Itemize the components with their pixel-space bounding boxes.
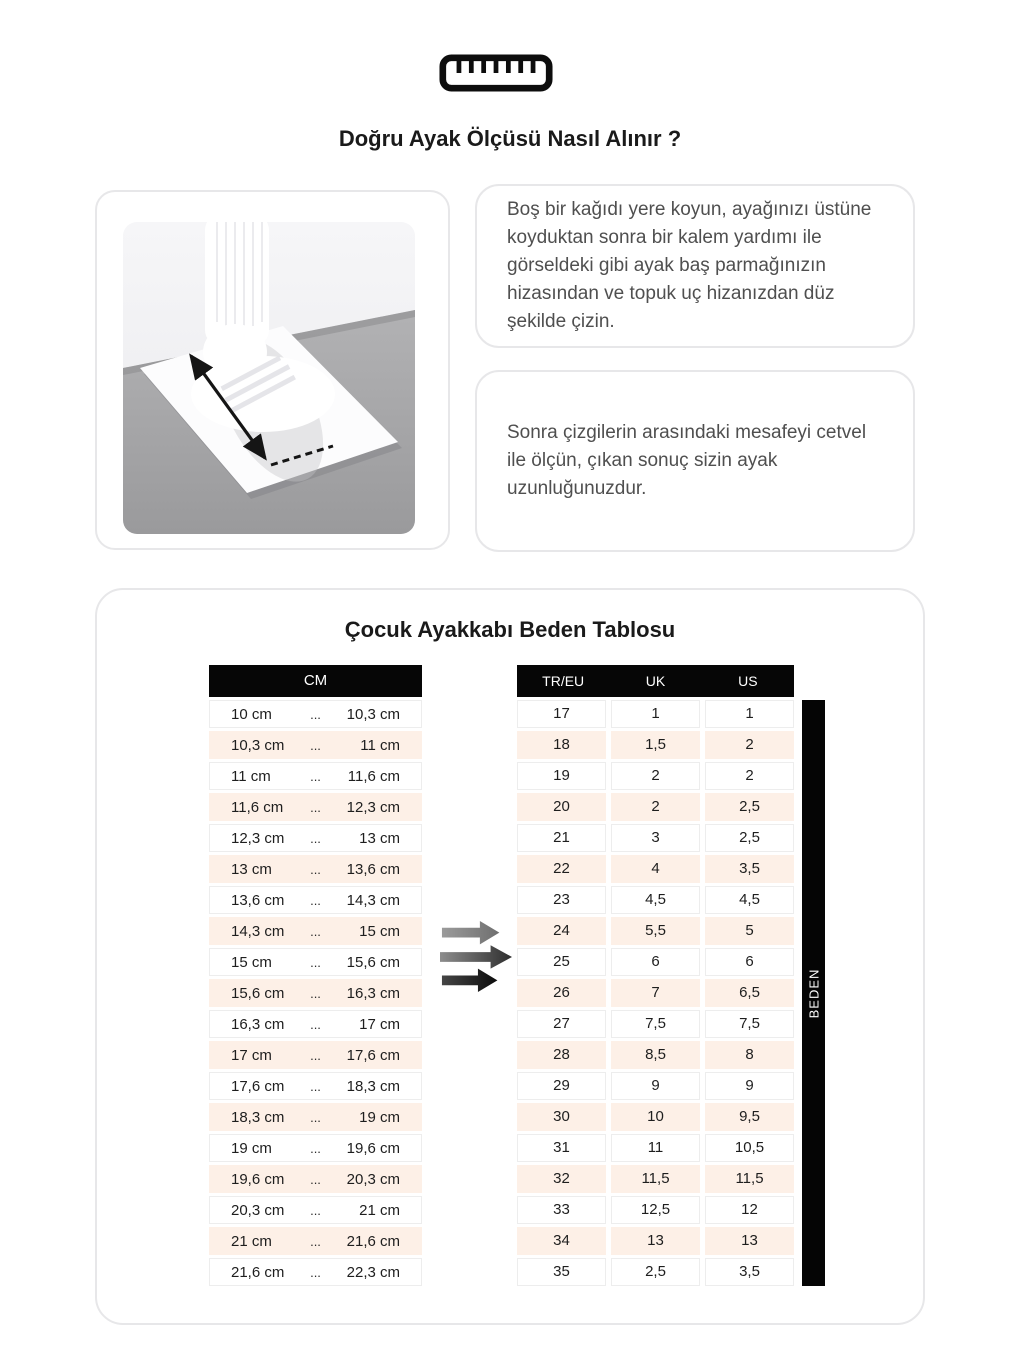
cm-max-value: 18,3 cm xyxy=(346,1077,400,1095)
size-table-row xyxy=(517,1041,794,1069)
size-table-header-row xyxy=(517,665,794,697)
cm-table-row xyxy=(209,1010,422,1038)
size-table-row xyxy=(517,948,794,976)
tr-eu-size-cell: 28 xyxy=(517,1041,606,1069)
uk-size-cell: 2 xyxy=(611,793,700,821)
cm-max-value: 21,6 cm xyxy=(346,1232,400,1250)
us-size-cell: 5 xyxy=(705,917,794,945)
tr-eu-size-cell: 27 xyxy=(517,1010,606,1038)
tr-eu-size-cell: 24 xyxy=(517,917,606,945)
size-table-row xyxy=(517,762,794,790)
us-size-cell: 10,5 xyxy=(705,1134,794,1162)
cm-min-value: 17 cm xyxy=(231,1046,272,1064)
range-separator: ... xyxy=(310,892,321,908)
cm-max-value: 11 cm xyxy=(360,736,400,754)
cm-table-header: CM xyxy=(209,665,422,697)
size-table-header-tr-eu: TR/EU xyxy=(542,673,585,689)
cm-table-row xyxy=(209,917,422,945)
cm-table-row xyxy=(209,855,422,883)
us-size-cell: 9 xyxy=(705,1072,794,1100)
foot-measurement-photo xyxy=(123,222,415,534)
uk-size-cell: 4,5 xyxy=(611,886,700,914)
cm-table-row xyxy=(209,731,422,759)
cm-table-row xyxy=(209,762,422,790)
uk-size-cell: 6 xyxy=(611,948,700,976)
cm-max-value: 12,3 cm xyxy=(346,798,400,816)
range-separator: ... xyxy=(310,830,321,846)
range-separator: ... xyxy=(310,1078,321,1094)
size-table xyxy=(517,665,794,1289)
us-size-cell: 2,5 xyxy=(705,824,794,852)
uk-size-cell: 13 xyxy=(611,1227,700,1255)
tr-eu-size-cell: 35 xyxy=(517,1258,606,1286)
range-separator: ... xyxy=(310,923,321,939)
cm-max-value: 17,6 cm xyxy=(346,1046,400,1064)
size-table-row xyxy=(517,731,794,759)
range-separator: ... xyxy=(310,985,321,1001)
us-size-cell: 7,5 xyxy=(705,1010,794,1038)
tr-eu-size-cell: 23 xyxy=(517,886,606,914)
tr-eu-size-cell: 32 xyxy=(517,1165,606,1193)
cm-min-value: 16,3 cm xyxy=(231,1015,285,1033)
cm-min-value: 13,6 cm xyxy=(231,891,285,909)
cm-max-value: 17 cm xyxy=(359,1015,400,1033)
cm-max-value: 11,6 cm xyxy=(347,767,400,785)
range-separator: ... xyxy=(310,1171,321,1187)
cm-min-value: 21,6 cm xyxy=(231,1263,285,1281)
cm-table-row xyxy=(209,1072,422,1100)
cm-max-value: 21 cm xyxy=(359,1201,400,1219)
cm-table-body xyxy=(209,700,422,1286)
size-table-row xyxy=(517,824,794,852)
size-table-row xyxy=(517,979,794,1007)
range-separator: ... xyxy=(310,954,321,970)
us-size-cell: 9,5 xyxy=(705,1103,794,1131)
uk-size-cell: 9 xyxy=(611,1072,700,1100)
size-table-row xyxy=(517,793,794,821)
uk-size-cell: 11,5 xyxy=(611,1165,700,1193)
us-size-cell: 2 xyxy=(705,762,794,790)
uk-size-cell: 5,5 xyxy=(611,917,700,945)
cm-max-value: 15,6 cm xyxy=(346,953,400,971)
range-separator: ... xyxy=(310,768,321,784)
cm-min-value: 11,6 cm xyxy=(231,798,284,816)
cm-max-value: 15 cm xyxy=(359,922,400,940)
ruler-icon xyxy=(437,54,555,92)
cm-min-value: 14,3 cm xyxy=(231,922,285,940)
step-one-card xyxy=(475,184,915,348)
cm-table xyxy=(209,665,422,1289)
uk-size-cell: 12,5 xyxy=(611,1196,700,1224)
cm-min-value: 12,3 cm xyxy=(231,829,285,847)
uk-size-cell: 11 xyxy=(611,1134,700,1162)
cm-table-row xyxy=(209,948,422,976)
tr-eu-size-cell: 18 xyxy=(517,731,606,759)
cm-max-value: 13,6 cm xyxy=(346,860,400,878)
tr-eu-size-cell: 30 xyxy=(517,1103,606,1131)
size-table-row xyxy=(517,1165,794,1193)
range-separator: ... xyxy=(310,799,321,815)
cm-max-value: 10,3 cm xyxy=(346,705,400,723)
us-size-cell: 12 xyxy=(705,1196,794,1224)
us-size-cell: 6 xyxy=(705,948,794,976)
cm-min-value: 10,3 cm xyxy=(231,736,285,754)
range-separator: ... xyxy=(310,1264,321,1280)
measure-title: Doğru Ayak Ölçüsü Nasıl Alınır ? xyxy=(338,126,682,151)
cm-min-value: 20,3 cm xyxy=(231,1201,285,1219)
cm-table-row xyxy=(209,1165,422,1193)
uk-size-cell: 7 xyxy=(611,979,700,1007)
cm-max-value: 19 cm xyxy=(359,1108,400,1126)
cm-min-value: 15,6 cm xyxy=(231,984,285,1002)
cm-max-value: 16,3 cm xyxy=(346,984,400,1002)
size-table-row xyxy=(517,700,794,728)
cm-table-row xyxy=(209,1196,422,1224)
size-table-body xyxy=(517,700,794,1286)
beden-side-label-text: BEDEN xyxy=(806,968,822,1018)
step-two-text: Sonra çizgilerin arasındaki mesafeyi cetvel ile ölçün, çıkan sonuç sizin ayak uzunluğunuzdur. xyxy=(507,422,867,499)
us-size-cell: 6,5 xyxy=(705,979,794,1007)
cm-min-value: 19,6 cm xyxy=(231,1170,285,1188)
cm-min-value: 15 cm xyxy=(231,953,272,971)
foot-photo-card xyxy=(95,190,450,550)
range-separator: ... xyxy=(310,1016,321,1032)
cm-table-row xyxy=(209,700,422,728)
range-separator: ... xyxy=(310,706,321,722)
tr-eu-size-cell: 20 xyxy=(517,793,606,821)
cm-min-value: 17,6 cm xyxy=(231,1077,285,1095)
tr-eu-size-cell: 22 xyxy=(517,855,606,883)
us-size-cell: 3,5 xyxy=(705,1258,794,1286)
size-table-section xyxy=(95,588,925,1325)
cm-min-value: 11 cm xyxy=(231,767,271,785)
tr-eu-size-cell: 17 xyxy=(517,700,606,728)
uk-size-cell: 1,5 xyxy=(611,731,700,759)
cm-min-value: 21 cm xyxy=(231,1232,272,1250)
cm-min-value: 13 cm xyxy=(231,860,272,878)
us-size-cell: 3,5 xyxy=(705,855,794,883)
us-size-cell: 2 xyxy=(705,731,794,759)
range-separator: ... xyxy=(310,737,321,753)
cm-min-value: 10 cm xyxy=(231,705,272,723)
tr-eu-size-cell: 26 xyxy=(517,979,606,1007)
tr-eu-size-cell: 33 xyxy=(517,1196,606,1224)
beden-side-label xyxy=(802,700,825,1286)
cm-table-row xyxy=(209,1227,422,1255)
step-two-card xyxy=(475,370,915,552)
size-table-header-uk: UK xyxy=(645,673,666,689)
us-size-cell: 8 xyxy=(705,1041,794,1069)
cm-table-row xyxy=(209,979,422,1007)
uk-size-cell: 2,5 xyxy=(611,1258,700,1286)
us-size-cell: 11,5 xyxy=(705,1165,794,1193)
cm-table-row xyxy=(209,886,422,914)
tr-eu-size-cell: 34 xyxy=(517,1227,606,1255)
range-separator: ... xyxy=(310,1233,321,1249)
cm-max-value: 14,3 cm xyxy=(346,891,400,909)
size-table-row xyxy=(517,1103,794,1131)
us-size-cell: 4,5 xyxy=(705,886,794,914)
us-size-cell: 2,5 xyxy=(705,793,794,821)
tr-eu-size-cell: 29 xyxy=(517,1072,606,1100)
tr-eu-size-cell: 31 xyxy=(517,1134,606,1162)
size-table-title: Çocuk Ayakkabı Beden Tablosu xyxy=(344,617,676,642)
size-table-row xyxy=(517,1227,794,1255)
transfer-arrows-icon xyxy=(439,920,513,992)
cm-table-row xyxy=(209,1041,422,1069)
cm-max-value: 13 cm xyxy=(359,829,400,847)
uk-size-cell: 1 xyxy=(611,700,700,728)
cm-min-value: 18,3 cm xyxy=(231,1108,285,1126)
uk-size-cell: 8,5 xyxy=(611,1041,700,1069)
range-separator: ... xyxy=(310,1109,321,1125)
size-table-row xyxy=(517,1258,794,1286)
range-separator: ... xyxy=(310,861,321,877)
us-size-cell: 13 xyxy=(705,1227,794,1255)
cm-table-row xyxy=(209,824,422,852)
cm-max-value: 19,6 cm xyxy=(346,1139,400,1157)
cm-max-value: 20,3 cm xyxy=(346,1170,400,1188)
size-table-row xyxy=(517,1072,794,1100)
size-table-row xyxy=(517,1196,794,1224)
cm-table-row xyxy=(209,793,422,821)
cm-min-value: 19 cm xyxy=(231,1139,272,1157)
us-size-cell: 1 xyxy=(705,700,794,728)
uk-size-cell: 4 xyxy=(611,855,700,883)
step-one-text: Boş bir kağıdı yere koyun, ayağınızı üstüne koyduktan sonra bir kalem yardımı ile görseldeki gibi ayak baş parmağınızın hizasından ve topuk uç hizanızdan düz şekilde çizin. xyxy=(507,199,872,332)
size-table-row xyxy=(517,1010,794,1038)
cm-table-row xyxy=(209,1134,422,1162)
tr-eu-size-cell: 25 xyxy=(517,948,606,976)
range-separator: ... xyxy=(310,1140,321,1156)
size-table-row xyxy=(517,855,794,883)
cm-table-row xyxy=(209,1103,422,1131)
tr-eu-size-cell: 21 xyxy=(517,824,606,852)
uk-size-cell: 10 xyxy=(611,1103,700,1131)
size-table-row xyxy=(517,1134,794,1162)
uk-size-cell: 2 xyxy=(611,762,700,790)
uk-size-cell: 7,5 xyxy=(611,1010,700,1038)
range-separator: ... xyxy=(310,1047,321,1063)
tr-eu-size-cell: 19 xyxy=(517,762,606,790)
size-table-row xyxy=(517,886,794,914)
cm-table-row xyxy=(209,1258,422,1286)
cm-max-value: 22,3 cm xyxy=(346,1263,400,1281)
size-table-header-us: US xyxy=(738,673,758,689)
range-separator: ... xyxy=(310,1202,321,1218)
size-table-row xyxy=(517,917,794,945)
uk-size-cell: 3 xyxy=(611,824,700,852)
